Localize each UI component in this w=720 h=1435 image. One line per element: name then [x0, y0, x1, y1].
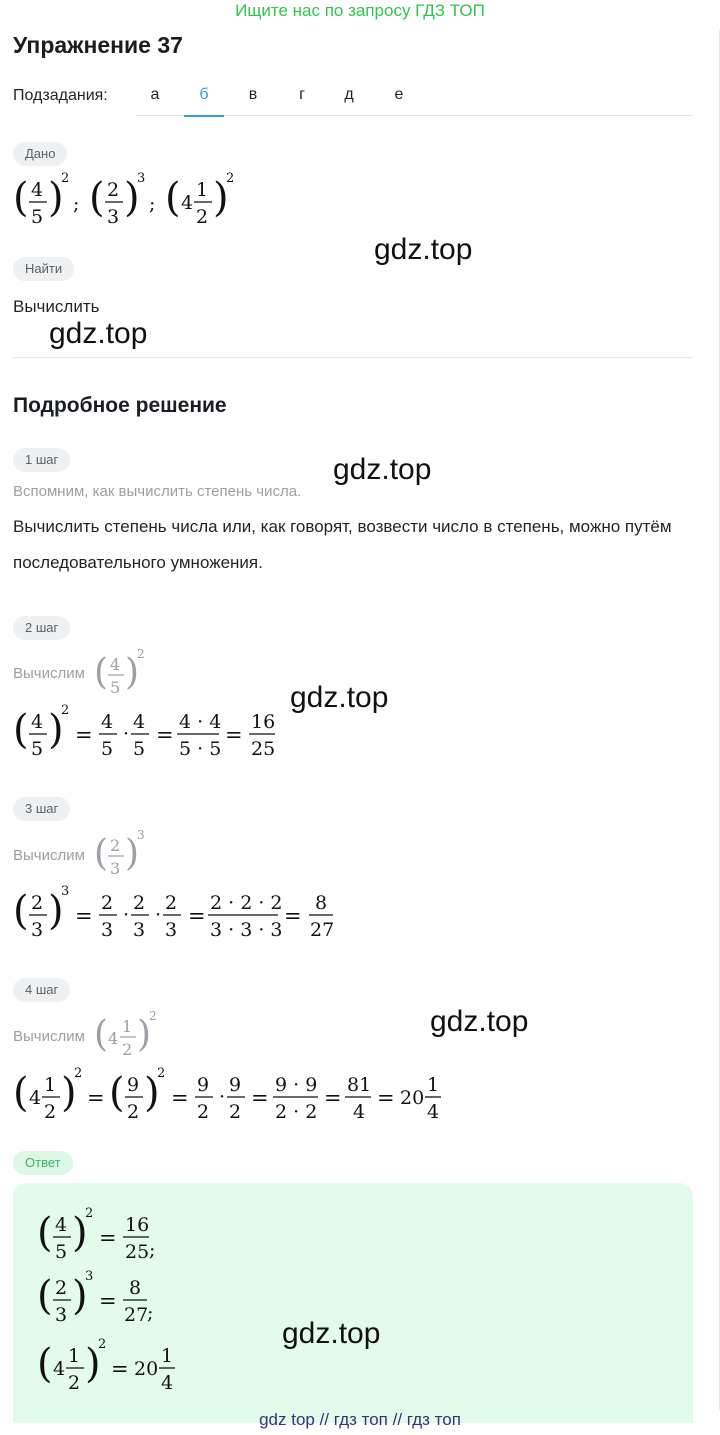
svg-text:(: ( [165, 175, 181, 221]
svg-text:1: 1 [122, 1017, 133, 1036]
svg-text:27: 27 [310, 919, 335, 941]
svg-text:1: 1 [68, 1345, 81, 1367]
watermark: gdz.top [290, 681, 389, 714]
svg-text:1: 1 [44, 1074, 57, 1096]
svg-text:=: = [87, 1086, 105, 1110]
watermark: gdz.top [430, 1005, 529, 1038]
tab-a[interactable]: а [150, 86, 160, 103]
watermark: gdz.top [282, 1317, 381, 1350]
answer-line-1 [37, 1203, 217, 1269]
svg-text:3: 3 [85, 1269, 94, 1284]
tab-d[interactable]: д [344, 86, 354, 103]
svg-text:3: 3 [165, 919, 178, 941]
step-1-badge: 1 шаг [13, 448, 70, 472]
svg-text:4: 4 [108, 1029, 119, 1048]
svg-text:2: 2 [74, 1066, 83, 1081]
svg-text:16: 16 [125, 1214, 150, 1236]
find-badge: Найти [13, 257, 74, 281]
svg-text:): ) [144, 1070, 160, 1116]
svg-text:(: ( [94, 1014, 109, 1055]
svg-text:2: 2 [55, 1277, 68, 1299]
svg-text:4 · 4: 4 · 4 [179, 711, 222, 733]
svg-text:): ) [137, 1014, 152, 1055]
svg-text:): ) [213, 175, 229, 221]
tab-g[interactable]: г [299, 86, 305, 103]
svg-text:20: 20 [134, 1358, 159, 1380]
svg-text:2: 2 [68, 1372, 81, 1394]
svg-text:4: 4 [427, 1101, 440, 1123]
step-3-badge: 3 шаг [13, 797, 70, 821]
svg-text:2: 2 [85, 1206, 94, 1221]
svg-text:25: 25 [251, 738, 276, 760]
svg-text:=: = [156, 723, 174, 747]
footer-links[interactable]: gdz top // гдз топ // гдз топ [259, 1410, 461, 1429]
svg-text:3: 3 [107, 206, 120, 228]
svg-text:5: 5 [55, 1241, 68, 1263]
find-text: Вычислить [13, 297, 100, 316]
svg-text:2: 2 [157, 1066, 166, 1081]
promo-banner[interactable]: Ищите нас по запросу ГДЗ ТОП [235, 1, 485, 20]
svg-text:=: = [171, 1086, 189, 1110]
svg-text:(: ( [89, 175, 105, 221]
svg-text:5: 5 [31, 738, 44, 760]
svg-text:=: = [284, 904, 302, 928]
subtasks-label: Подзадания: [13, 87, 108, 104]
svg-text:=: = [225, 723, 243, 747]
step-1-hint: Вспомним, как вычислить степень числа. [13, 483, 302, 500]
svg-text:9: 9 [197, 1074, 210, 1096]
svg-text:9: 9 [127, 1074, 140, 1096]
step-3-hint: Вычислим [13, 847, 85, 864]
svg-text:2: 2 [133, 892, 146, 914]
svg-text:=: = [75, 904, 93, 928]
svg-text:·: · [123, 723, 130, 745]
svg-text:5: 5 [133, 738, 146, 760]
step-2-expression [13, 700, 313, 766]
svg-text:=: = [251, 1086, 269, 1110]
svg-text:4: 4 [101, 711, 114, 733]
watermark: gdz.top [49, 317, 148, 350]
svg-text:): ) [48, 175, 64, 221]
svg-text:4: 4 [133, 711, 146, 733]
svg-text:): ) [125, 833, 140, 874]
svg-text:;: ; [149, 193, 156, 215]
svg-text:16: 16 [251, 711, 276, 733]
step-4-expression [13, 1063, 463, 1129]
svg-text:2 · 2 · 2: 2 · 2 · 2 [210, 892, 283, 914]
answer-line-2 [37, 1266, 217, 1332]
svg-text:81: 81 [347, 1074, 372, 1096]
svg-text:): ) [48, 888, 64, 934]
watermark: gdz.top [333, 453, 432, 486]
step-2-hint-expression [94, 646, 154, 702]
svg-text:): ) [72, 1210, 88, 1256]
svg-text:2: 2 [226, 171, 235, 186]
svg-text:5: 5 [110, 678, 121, 697]
given-expression [13, 168, 273, 238]
step-1-text: Вычислить степень числа или, как говорят, возвести число в степень, можно путём последовательного умножения. [13, 517, 672, 572]
svg-text:3 · 3 · 3: 3 · 3 · 3 [210, 919, 283, 941]
svg-text:27: 27 [124, 1304, 149, 1326]
divider [13, 357, 693, 358]
svg-text:2: 2 [122, 1040, 133, 1059]
step-4-hint-expression [94, 1008, 164, 1064]
svg-text:3: 3 [101, 919, 114, 941]
svg-text:(: ( [13, 888, 29, 934]
svg-text:2: 2 [149, 1009, 157, 1023]
svg-text:8: 8 [129, 1277, 142, 1299]
svg-text:3: 3 [133, 919, 146, 941]
svg-text:2: 2 [61, 171, 70, 186]
answer-badge: Ответ [13, 1151, 73, 1175]
svg-text:2: 2 [107, 179, 120, 201]
svg-text:2: 2 [110, 836, 121, 855]
svg-text:(: ( [13, 707, 29, 753]
svg-text:2: 2 [229, 1101, 242, 1123]
svg-text:): ) [124, 175, 140, 221]
svg-text:·: · [155, 904, 162, 926]
svg-text:3: 3 [61, 884, 70, 899]
svg-text:;: ; [147, 1302, 154, 1324]
svg-text:3: 3 [110, 859, 121, 878]
page-title: Упражнение 37 [13, 32, 183, 58]
svg-text:4: 4 [55, 1214, 68, 1236]
svg-text:1: 1 [196, 179, 209, 201]
svg-text:5: 5 [31, 206, 44, 228]
svg-text:3: 3 [31, 919, 44, 941]
svg-text:4: 4 [353, 1101, 366, 1123]
svg-text:): ) [85, 1341, 101, 1387]
svg-text:2: 2 [98, 1337, 107, 1352]
svg-text:;: ; [73, 193, 80, 215]
svg-text:=: = [377, 1086, 395, 1110]
svg-text:4: 4 [31, 179, 44, 201]
svg-text:(: ( [37, 1210, 53, 1256]
svg-text:5 · 5: 5 · 5 [179, 738, 222, 760]
svg-text:4: 4 [31, 711, 44, 733]
svg-text:4: 4 [181, 192, 194, 214]
svg-text:5: 5 [101, 738, 114, 760]
svg-text:2 · 2: 2 · 2 [275, 1101, 318, 1123]
svg-text:4: 4 [53, 1358, 66, 1380]
svg-text:9: 9 [229, 1074, 242, 1096]
svg-text:(: ( [109, 1070, 125, 1116]
tab-e[interactable]: е [394, 86, 404, 103]
tab-b[interactable]: б [184, 86, 224, 104]
svg-text:): ) [48, 707, 64, 753]
svg-text:3: 3 [137, 171, 146, 186]
svg-text:=: = [111, 1357, 129, 1381]
svg-text:4: 4 [29, 1087, 42, 1109]
svg-text:): ) [61, 1070, 77, 1116]
svg-text:(: ( [37, 1273, 53, 1319]
step-2-hint: Вычислим [13, 665, 85, 682]
step-4-hint: Вычислим [13, 1028, 85, 1045]
step-4-badge: 4 шаг [13, 978, 70, 1002]
svg-text:2: 2 [137, 647, 145, 661]
svg-text:(: ( [13, 1070, 29, 1116]
svg-text:4: 4 [161, 1372, 174, 1394]
svg-text:;: ; [149, 1239, 156, 1261]
watermark: gdz.top [374, 233, 473, 266]
svg-text:2: 2 [61, 703, 70, 718]
svg-text:(: ( [94, 652, 109, 693]
svg-text:3: 3 [55, 1304, 68, 1326]
svg-text:=: = [188, 904, 206, 928]
svg-text:): ) [125, 652, 140, 693]
svg-text:=: = [324, 1086, 342, 1110]
svg-text:8: 8 [315, 892, 328, 914]
svg-text:(: ( [37, 1341, 53, 1387]
svg-text:): ) [72, 1273, 88, 1319]
answer-line-3 [37, 1334, 237, 1400]
solution-heading: Подробное решение [13, 394, 227, 417]
svg-text:1: 1 [427, 1074, 440, 1096]
svg-text:25: 25 [125, 1241, 150, 1263]
svg-text:2: 2 [127, 1101, 140, 1123]
step-2-badge: 2 шаг [13, 616, 70, 640]
svg-text:·: · [123, 904, 130, 926]
svg-text:2: 2 [165, 892, 178, 914]
given-badge: Дано [13, 142, 67, 166]
svg-text:2: 2 [31, 892, 44, 914]
answer-box [13, 1183, 693, 1423]
svg-text:=: = [99, 1226, 117, 1250]
step-3-expression [13, 881, 373, 947]
svg-text:2: 2 [197, 1101, 210, 1123]
svg-text:9 · 9: 9 · 9 [275, 1074, 318, 1096]
svg-text:1: 1 [161, 1345, 174, 1367]
svg-text:2: 2 [101, 892, 114, 914]
svg-text:3: 3 [137, 828, 145, 842]
svg-text:2: 2 [44, 1101, 57, 1123]
tab-v[interactable]: в [248, 86, 258, 103]
svg-text:2: 2 [196, 206, 209, 228]
svg-text:4: 4 [110, 655, 121, 674]
subtask-tabs [135, 78, 693, 116]
svg-text:·: · [219, 1086, 226, 1108]
svg-text:20: 20 [400, 1087, 425, 1109]
svg-text:(: ( [94, 833, 109, 874]
paren-left: ( [13, 175, 29, 221]
svg-text:=: = [75, 723, 93, 747]
step-3-hint-expression [94, 827, 154, 883]
svg-text:=: = [99, 1289, 117, 1313]
